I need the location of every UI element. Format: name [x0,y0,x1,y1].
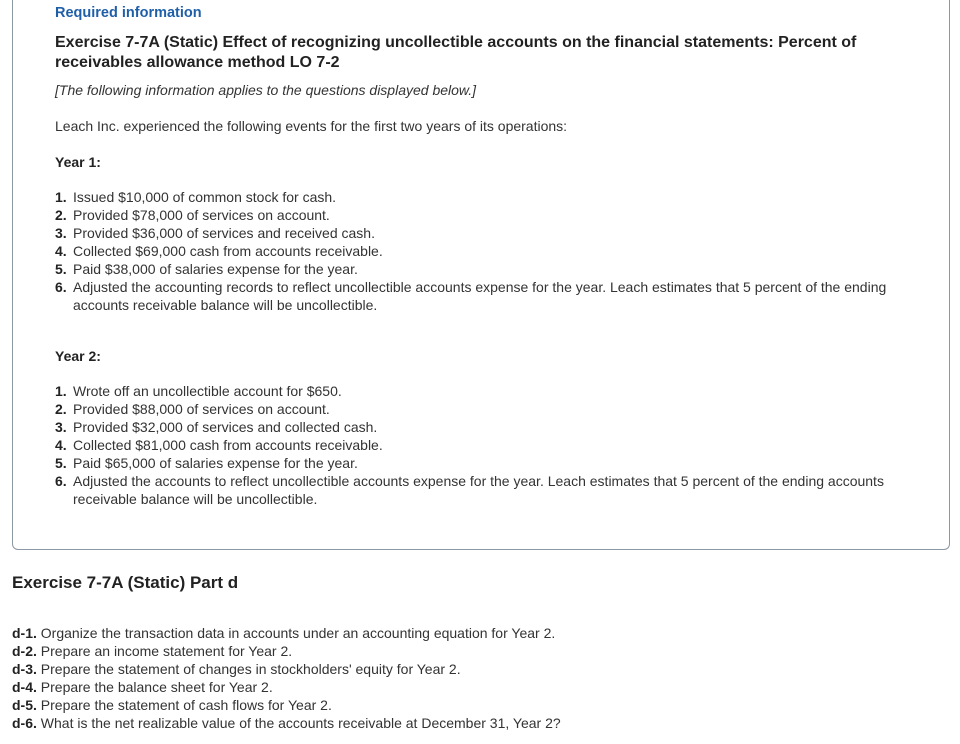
list-item [55,436,915,454]
event-number: 2. [55,207,67,223]
list-item [12,696,912,714]
event-number: 6. [55,473,67,489]
list-item [12,660,912,678]
requirement-text: Prepare the balance sheet for Year 2. [40,679,273,695]
event-number: 5. [55,261,67,277]
list-item [55,454,915,472]
requirement-label: d-4. [12,679,37,695]
event-text: Paid $65,000 of salaries expense for the year. [73,455,358,471]
part-title: Exercise 7-7A (Static) Part d [12,573,239,592]
exercise-title: Exercise 7-7A (Static) Effect of recognizing uncollectible accounts on the financial statements: Percent of receivables allowance method LO 7-2 [55,34,857,71]
event-text: Adjusted the accounts to reflect uncollectible accounts expense for the year. Leach estimates that 5 percent of the ending accounts receivable balance will be uncollectible. [73,473,884,507]
list-item [12,714,912,732]
event-text: Collected $81,000 cash from accounts receivable. [73,437,383,453]
event-number: 1. [55,189,67,205]
requirement-label: d-6. [12,715,37,731]
requirement-text: Organize the transaction data in accounts under an accounting equation for Year 2. [40,625,556,641]
requirement-text: Prepare an income statement for Year 2. [40,643,293,659]
event-number: 3. [55,225,67,241]
list-item [55,418,915,436]
list-item [12,642,912,660]
event-text: Issued $10,000 of common stock for cash. [73,189,337,205]
event-text: Provided $88,000 of services on account. [73,401,330,417]
list-item [55,382,915,400]
event-number: 4. [55,243,67,259]
event-text: Wrote off an uncollectible account for $650. [73,383,342,399]
year1-events-list [55,188,915,314]
requirement-label: d-3. [12,661,37,677]
event-text: Paid $38,000 of salaries expense for the year. [73,261,358,277]
event-text: Provided $36,000 of services and received cash. [73,225,375,241]
event-text: Provided $32,000 of services and collected cash. [73,419,378,435]
event-number: 3. [55,419,67,435]
list-item [55,206,915,224]
requirement-label: d-2. [12,643,37,659]
event-number: 5. [55,455,67,471]
event-number: 1. [55,383,67,399]
requirement-text: Prepare the statement of changes in stockholders' equity for Year 2. [40,661,461,677]
info-note: [The following information applies to the questions displayed below.] [55,82,477,98]
year1-heading: Year 1: [55,154,101,170]
requirements-list [12,624,912,732]
required-information-label: Required information [55,5,202,21]
list-item [55,400,915,418]
intro-text: Leach Inc. experienced the following events for the first two years of its operations: [55,118,568,134]
event-text: Collected $69,000 cash from accounts receivable. [73,243,383,259]
requirement-text: Prepare the statement of cash flows for Year 2. [40,697,332,713]
event-text: Provided $78,000 of services on account. [73,207,330,223]
list-item [12,678,912,696]
year2-heading: Year 2: [55,348,101,364]
list-item [55,278,915,314]
requirement-label: d-5. [12,697,37,713]
event-text: Adjusted the accounting records to reflect uncollectible accounts expense for the year. Leach estimates that 5 percent of the ending accounts receivable balance will be uncollectible. [73,279,887,313]
list-item [12,624,912,642]
list-item [55,242,915,260]
year2-events-list [55,382,915,508]
requirement-text: What is the net realizable value of the accounts receivable at December 31, Year 2? [40,715,561,731]
event-number: 6. [55,279,67,295]
list-item [55,224,915,242]
event-number: 2. [55,401,67,417]
list-item [55,472,915,508]
requirement-label: d-1. [12,625,37,641]
list-item [55,188,915,206]
list-item [55,260,915,278]
event-number: 4. [55,437,67,453]
